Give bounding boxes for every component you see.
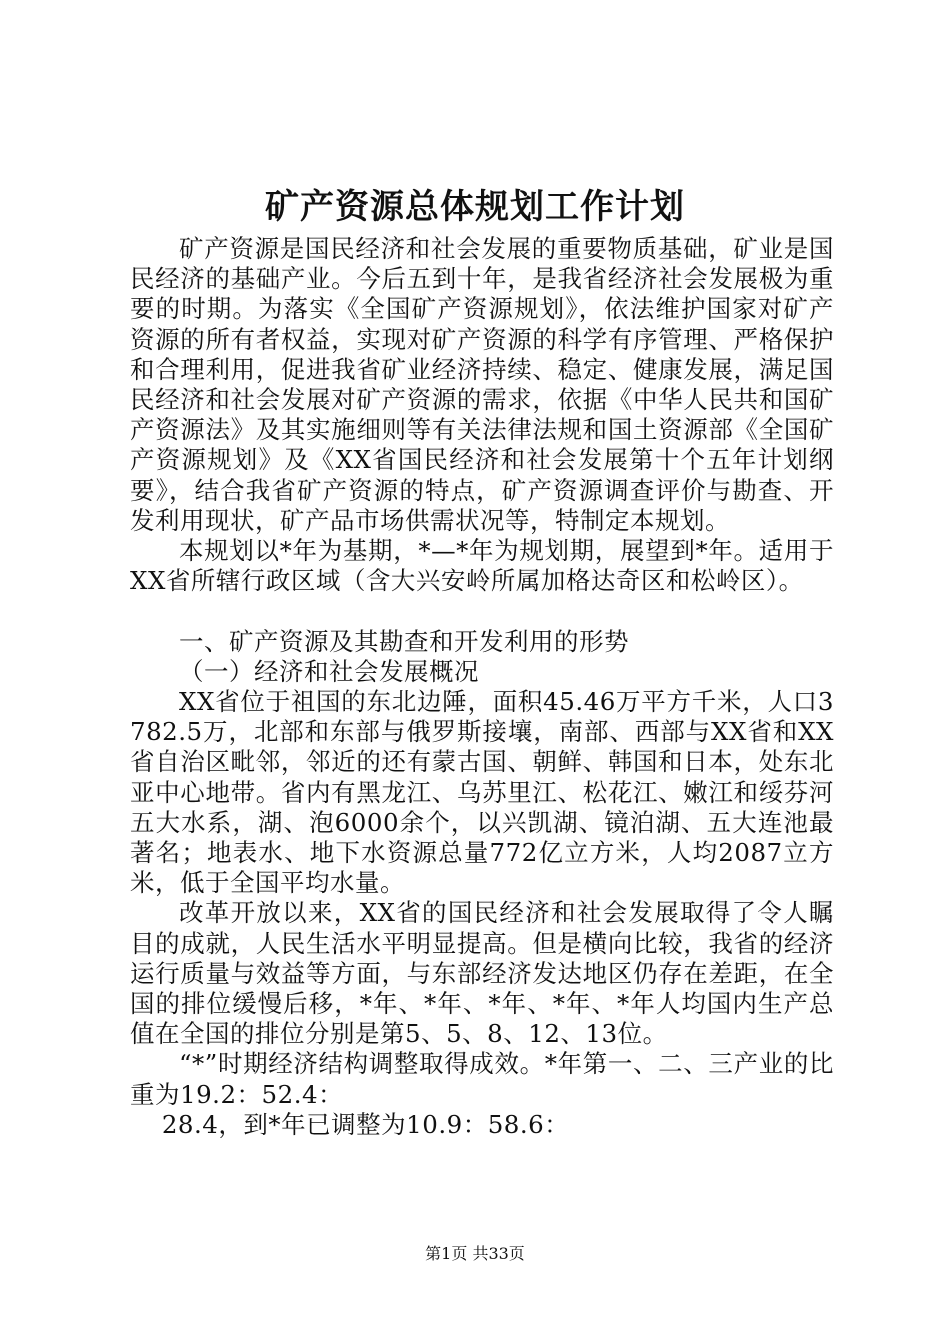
paragraph-scope: 本规划以*年为基期，*—*年为规划期，展望到*年。适用于XX省所辖行政区域（含大兴安岭所属加格达奇区和松岭区）。	[130, 536, 834, 596]
paragraph-structure: “*”时期经济结构调整取得成效。*年第一、二、三产业的比重为19.2：52.4：	[130, 1049, 834, 1109]
document-title: 矿产资源总体规划工作计划	[265, 187, 685, 227]
page-footer: 第1页 共33页	[425, 1244, 525, 1263]
paragraph-spacer	[130, 596, 834, 626]
paragraph-overview: XX省位于祖国的东北边陲，面积45.46万平方千米，人口3782.5万，北部和东部与俄罗斯接壤，南部、西部与XX省和XX省自治区毗邻，邻近的还有蒙古国、朝鲜、韩国和日本，处东北亚中心地带。省内有黑龙江、乌苏里江、松花江、嫩江和绥芬河五大水系，湖、泡6000余个，以兴凯湖、镜泊湖、五大连池最著名；地表水、地下水资源总量772亿立方米，人均2087立方米，低于全国平均水量。	[130, 687, 834, 898]
subsection-heading: （一）经济和社会发展概况	[179, 656, 479, 686]
paragraph-reform: 改革开放以来，XX省的国民经济和社会发展取得了令人瞩目的成就，人民生活水平明显提高。但是横向比较，我省的经济运行质量与效益等方面，与东部经济发达地区仍存在差距，在全国的排位缓慢后移，*年、*年、*年、*年、*年人均国内生产总值在全国的排位分别是第5、5、8、12、13位。	[130, 898, 834, 1049]
paragraph-ratio: 28.4，到*年已调整为10.9：58.6：	[161, 1109, 570, 1139]
section-heading: 一、矿产资源及其勘查和开发利用的形势	[179, 626, 629, 656]
document-body	[130, 234, 834, 1140]
paragraph-intro: 矿产资源是国民经济和社会发展的重要物质基础，矿业是国民经济的基础产业。今后五到十年，是我省经济社会发展极为重要的时期。为落实《全国矿产资源规划》，依法维护国家对矿产资源的所有者权益，实现对矿产资源的科学有序管理、严格保护和合理利用，促进我省矿业经济持续、稳定、健康发展，满足国民经济和社会发展对矿产资源的需求，依据《中华人民共和国矿产资源法》及其实施细则等有关法律法规和国土资源部《全国矿产资源规划》及《XX省国民经济和社会发展第十个五年计划纲要》，结合我省矿产资源的特点，矿产资源调查评价与勘查、开发利用现状，矿产品市场供需状况等，特制定本规划。	[130, 234, 834, 535]
